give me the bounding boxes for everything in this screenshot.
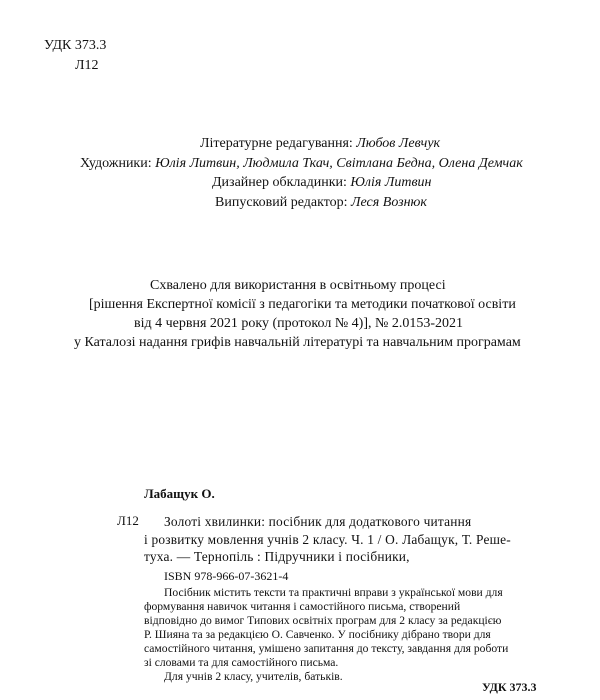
credit-names: Любов Левчук <box>356 136 441 151</box>
catalog-description-line: і розвитку мовлення учнів 2 класу. Ч. 1 / О. Лабащук, Т. Реше- <box>144 531 511 547</box>
credit-cover-designer <box>212 173 431 193</box>
udk-code-top: УДК 373.3 <box>44 38 107 53</box>
annotation-line: самостійного читання, умішено запитання до тексту, завдання для роботи <box>144 642 509 655</box>
catalog-author: Лабащук О. <box>144 486 215 501</box>
annotation-line: відповідно до вимог Типових освітніх програм для 2 класу за редакцією <box>144 614 502 627</box>
approval-line: [рішення Експертної комісії з педагогіки та методики початкової освіти <box>89 297 516 312</box>
credit-role: Художники: <box>80 155 152 171</box>
annotation-line: зі словами та для самостійного письма. <box>144 656 339 669</box>
catalog-isbn: ISBN 978-966-07-3621-4 <box>164 569 289 583</box>
catalog-code: Л12 <box>117 513 139 528</box>
credit-role: Дизайнер обкладинки: <box>212 175 347 190</box>
annotation-line: Р. Шияна та за редакцією О. Савченко. У посібнику дібрано твори для <box>144 628 491 641</box>
credit-role: Випусковий редактор: <box>215 194 348 210</box>
credit-names: Юлія Литвин, Людмила Ткач, Світлана Бедна, Олена Демчак <box>155 155 523 171</box>
annotation-line: формування навичок читання і самостійного письма, створений <box>144 600 461 613</box>
credit-release-editor <box>215 193 427 213</box>
credit-literary-editing <box>200 134 440 154</box>
annotation-line: Для учнів 2 класу, учителів, батьків. <box>164 670 343 683</box>
annotation-line: Посібник містить тексти та практичні вправи з української мови для <box>164 586 503 599</box>
catalog-description-line: Золоті хвилинки: посібник для додаткового читання <box>164 514 472 529</box>
author-mark-top: Л12 <box>75 58 99 73</box>
catalog-description-line: туха. — Тернопіль : Підручники і посібники, <box>144 549 410 564</box>
approval-line: у Каталозі надання грифів навчальній літературі та навчальним програмам <box>74 335 521 350</box>
udk-code-bottom: УДК 373.3 <box>482 680 537 694</box>
credit-role: Літературне редагування: <box>200 136 353 151</box>
credit-names: Юлія Литвин <box>350 175 432 190</box>
credit-names: Леся Вознюк <box>351 194 427 210</box>
approval-line: Схвалено для використання в освітньому процесі <box>150 278 446 293</box>
credit-artists <box>80 154 523 174</box>
approval-line: від 4 червня 2021 року (протокол № 4)], № 2.0153-2021 <box>134 316 464 331</box>
